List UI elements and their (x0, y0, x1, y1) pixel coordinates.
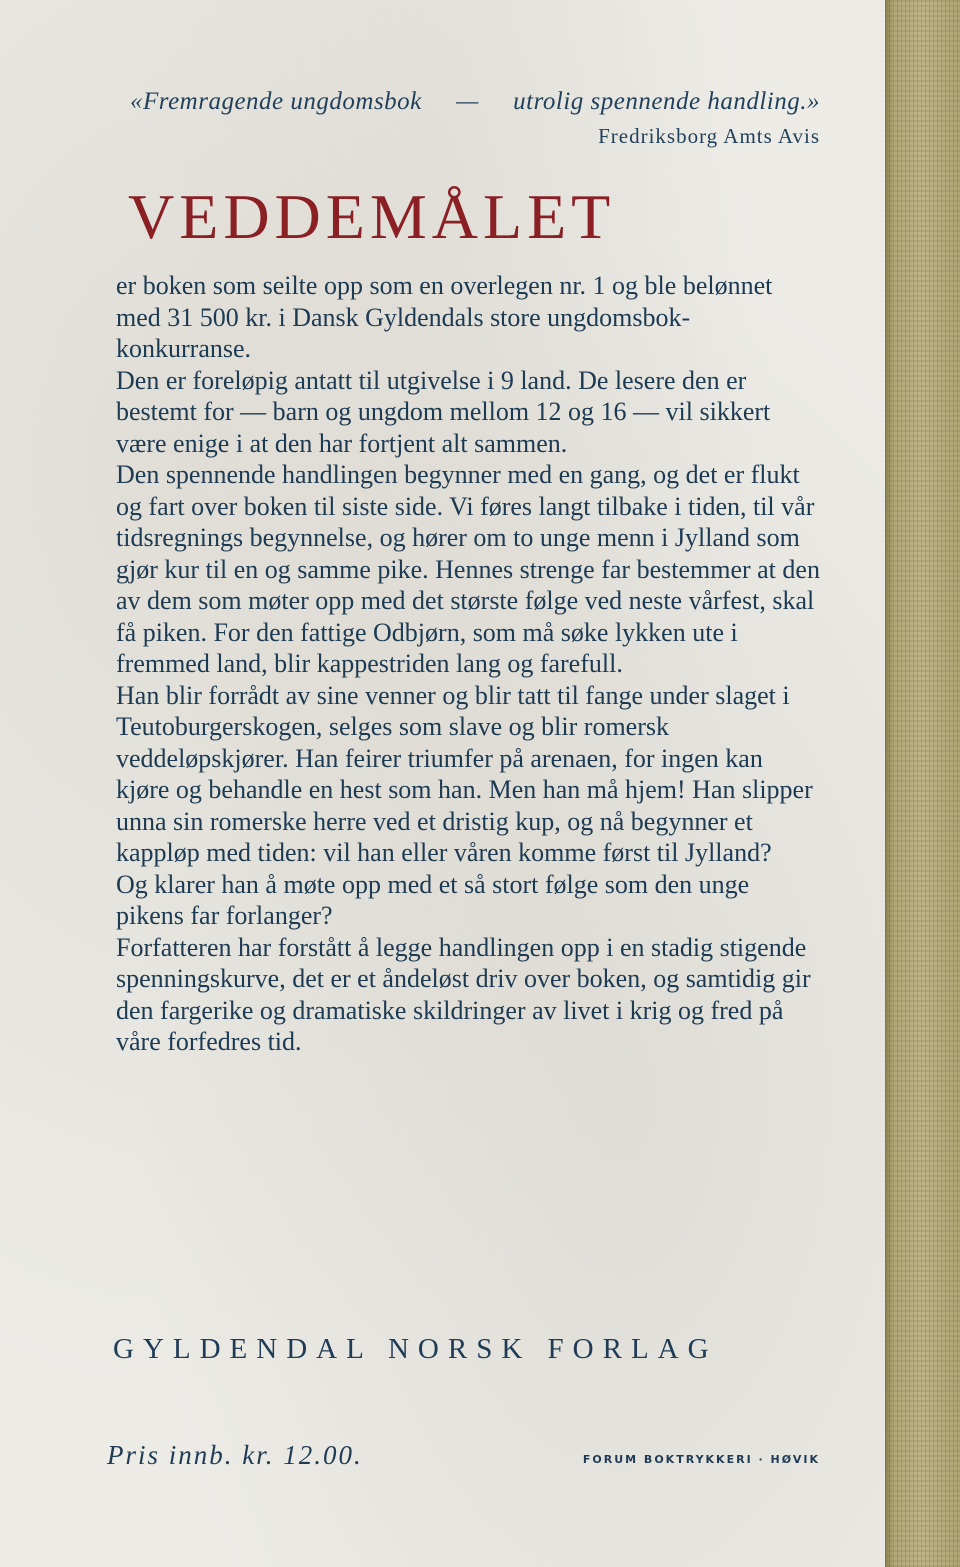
blurb-paragraph: Og klarer han å møte opp med et så stort følge som den unge pikens far forlanger? (116, 869, 750, 930)
blurb-paragraph: Den spennende handlingen begynner med en gang, og det er flukt og fart over boken til siste side. Vi føres langt tilbake i tiden, til vår tidsregnings begynnelse, og hører om to unge menn i Jylland som gjør kur til en og samme pike. Hennes strenge far bestemmer at den av dem som møter opp med det største følge ved neste vårfest, skal få piken. For den fattige Odbjørn, som må søke lykken ute i fremmed land, blir kappestriden lang og farefull. (116, 460, 820, 678)
blurb-paragraph: Den er foreløpig antatt til utgivelse i 9 land. De lesere den er bestemt for — barn og ungdom mellom 12 og 16 — vil sikkert være enige i at den har fortjent alt sammen. (116, 365, 771, 458)
quote-right: utrolig spennende handling.» (513, 88, 820, 115)
blurb-paragraph: Forfatteren har forstått å legge handlingen opp i en stadig stigende spenningskurve, det er et åndeløst driv over boken, og samtidig gir den fargerike og dramatiske skildringer av livet i krig og fred på våre forfedres tid. (116, 932, 811, 1056)
book-spine (885, 0, 960, 1567)
price-label: Pris innb. kr. 12.00. (107, 1440, 363, 1470)
review-quote (130, 88, 820, 116)
book-title: VEDDEMÅLET (128, 181, 616, 252)
blurb-paragraph: Han blir forrådt av sine venner og blir tatt til fange under slaget i Teutoburgerskogen, selges som slave og blir romersk veddeløpskjører. Han feirer triumfer på arenaen, for ingen kan kjøre og behandle en hest som han. Men han må hjem! Han slipper unna sin romerske herre ved et dristig kup, og nå begynner et kappløp med tiden: vil han eller våren komme først til Jylland? (116, 680, 813, 867)
quote-dash: — (456, 88, 479, 115)
printer-credit: FORUM BOKTRYKKERI · HØVIK (582, 1453, 820, 1466)
quote-source: Fredriksborg Amts Avis (598, 124, 820, 148)
blurb-paragraph: er boken som seilte opp som en overlegen nr. 1 og ble belønnet med 31 500 kr. i Dansk Gyldendals store ungdomsbok-konkurranse. (116, 271, 773, 363)
publisher-name: GYLDENDAL NORSK FORLAG (113, 1333, 718, 1365)
blurb-text (116, 270, 822, 1058)
quote-left: «Fremragende ungdomsbok (130, 88, 422, 115)
